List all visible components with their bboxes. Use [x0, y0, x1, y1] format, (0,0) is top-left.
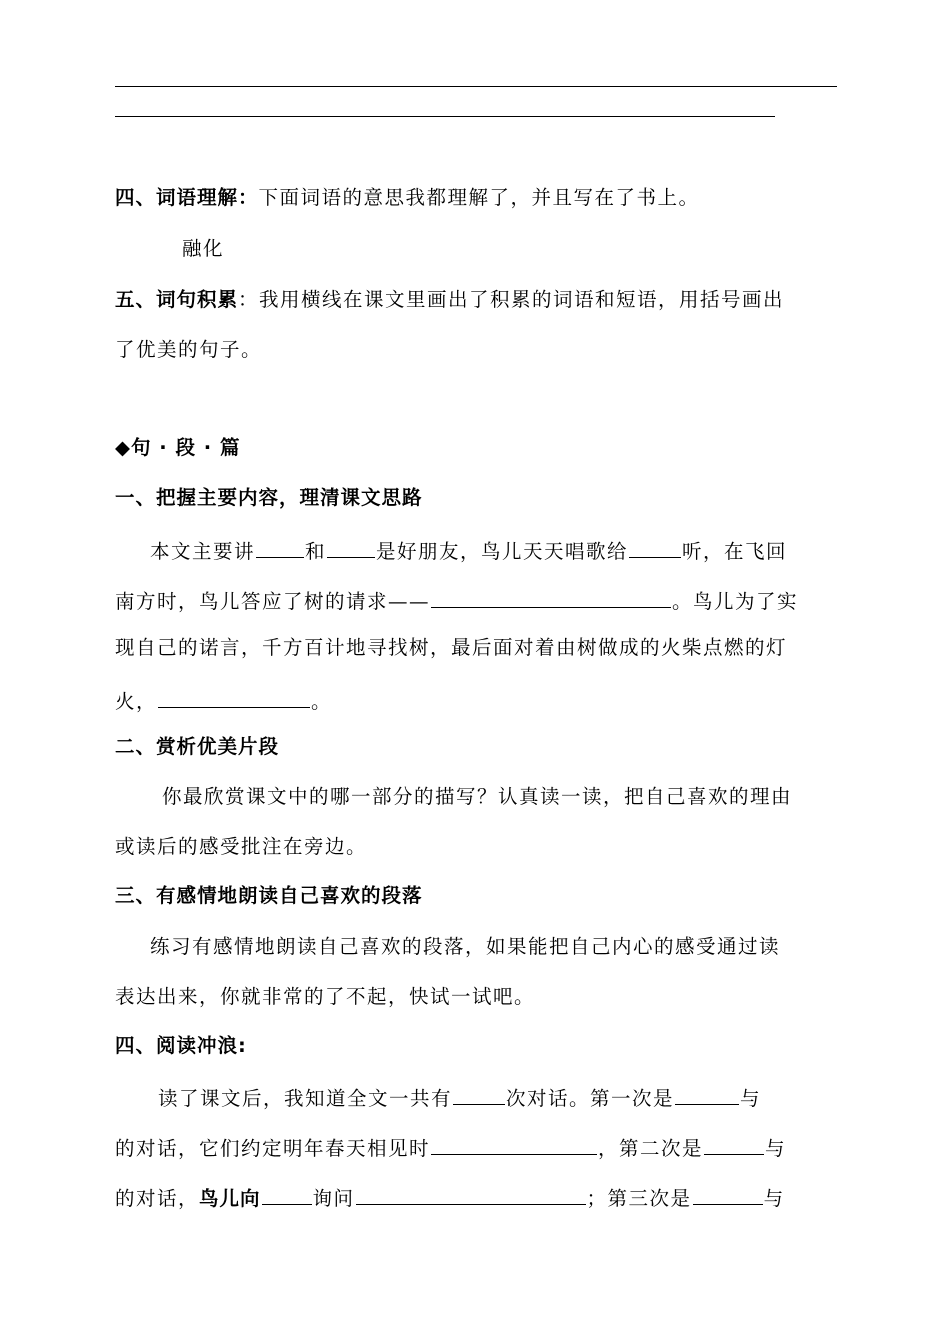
p4-text-i: ；第三次是 — [586, 1187, 692, 1210]
blank-input[interactable] — [453, 1082, 505, 1105]
p4-text-d: 的对话，它们约定明年春天相见时 — [115, 1137, 431, 1160]
p4-text-b: 次对话。第一次是 — [506, 1087, 675, 1110]
p1-heading: 一、把握主要内容，理清课文思路 — [115, 486, 423, 509]
section-4-line — [115, 185, 700, 211]
p1-line-4 — [115, 685, 332, 715]
blank-input[interactable] — [262, 1182, 312, 1205]
blank-input[interactable] — [431, 585, 671, 608]
blank-input[interactable] — [256, 535, 304, 558]
p4-text-c: 与 — [740, 1087, 762, 1110]
p1-text-e: 南方时，鸟儿答应了树的请求—— — [115, 590, 431, 613]
answer-line-1 — [115, 86, 837, 87]
p4-text-j: 与 — [763, 1187, 785, 1210]
p4-text-f: 与 — [765, 1137, 787, 1160]
p4-line-1 — [158, 1082, 761, 1112]
p4-line-2 — [115, 1132, 786, 1162]
section-4-colon: ： — [238, 186, 259, 209]
answer-line-2 — [115, 116, 775, 117]
p4-text-h: 询问 — [312, 1187, 355, 1210]
p1-text-a: 本文主要讲 — [150, 540, 256, 563]
blank-input[interactable] — [158, 685, 310, 708]
section-5-heading: 五、词句积累 — [115, 288, 239, 311]
blank-input[interactable] — [675, 1082, 739, 1105]
section-5-line-2: 了优美的句子。 — [115, 338, 263, 361]
p1-text-f: 。鸟儿为了实 — [672, 590, 799, 613]
p4-text-a: 读了课文后，我知道全文一共有 — [158, 1087, 453, 1110]
blank-input[interactable] — [629, 535, 681, 558]
section-5-line-1 — [115, 287, 784, 313]
p1-text-d: 听，在飞回 — [682, 540, 788, 563]
p4-text-g2: 鸟儿向 — [199, 1187, 261, 1210]
p1-text-i: 。 — [311, 690, 333, 713]
p4-heading: 四、阅读冲浪: — [115, 1034, 247, 1057]
p1-line-2 — [115, 585, 798, 615]
p1-line-1 — [150, 535, 787, 565]
blank-input[interactable] — [693, 1182, 763, 1205]
p3-heading: 三、有感情地朗读自己喜欢的段落 — [115, 884, 423, 907]
p1-text-h: 火， — [115, 690, 158, 713]
p2-line-1: 你最欣赏课文中的哪一部分的描写？认真读一读，把自己喜欢的理由 — [162, 785, 793, 808]
blank-input[interactable] — [431, 1132, 597, 1155]
blank-input[interactable] — [704, 1132, 764, 1155]
p4-text-g: 的对话， — [115, 1187, 200, 1210]
p3-line-2: 表达出来，你就非常的了不起，快试一试吧。 — [115, 985, 536, 1008]
p2-line-2: 或读后的感受批注在旁边。 — [115, 835, 368, 858]
p3-line-1: 练习有感情地朗读自己喜欢的段落，如果能把自己内心的感受通过读 — [150, 935, 781, 958]
part-title: ◆句 · 段 · 篇 — [115, 436, 241, 459]
p1-text-b: 和 — [305, 540, 327, 563]
section-4-heading: 四、词语理解 — [115, 186, 239, 209]
p4-line-3 — [115, 1182, 785, 1212]
p1-line-3: 现自己的诺言，千方百计地寻找树，最后面对着由树做成的火柴点燃的灯 — [115, 636, 788, 659]
p4-text-e: ，第二次是 — [598, 1137, 704, 1160]
p2-heading: 二、赏析优美片段 — [115, 735, 280, 758]
blank-input[interactable] — [327, 535, 375, 558]
blank-input[interactable] — [356, 1182, 586, 1205]
section-4-text: 下面词语的意思我都理解了，并且写在了书上。 — [258, 186, 700, 209]
p1-text-c: 是好朋友，鸟儿天天唱歌给 — [376, 540, 629, 563]
vocab-word: 融化 — [182, 237, 225, 260]
section-5-text-1: ：我用横线在课文里画出了积累的词语和短语，用括号画出 — [238, 288, 785, 311]
